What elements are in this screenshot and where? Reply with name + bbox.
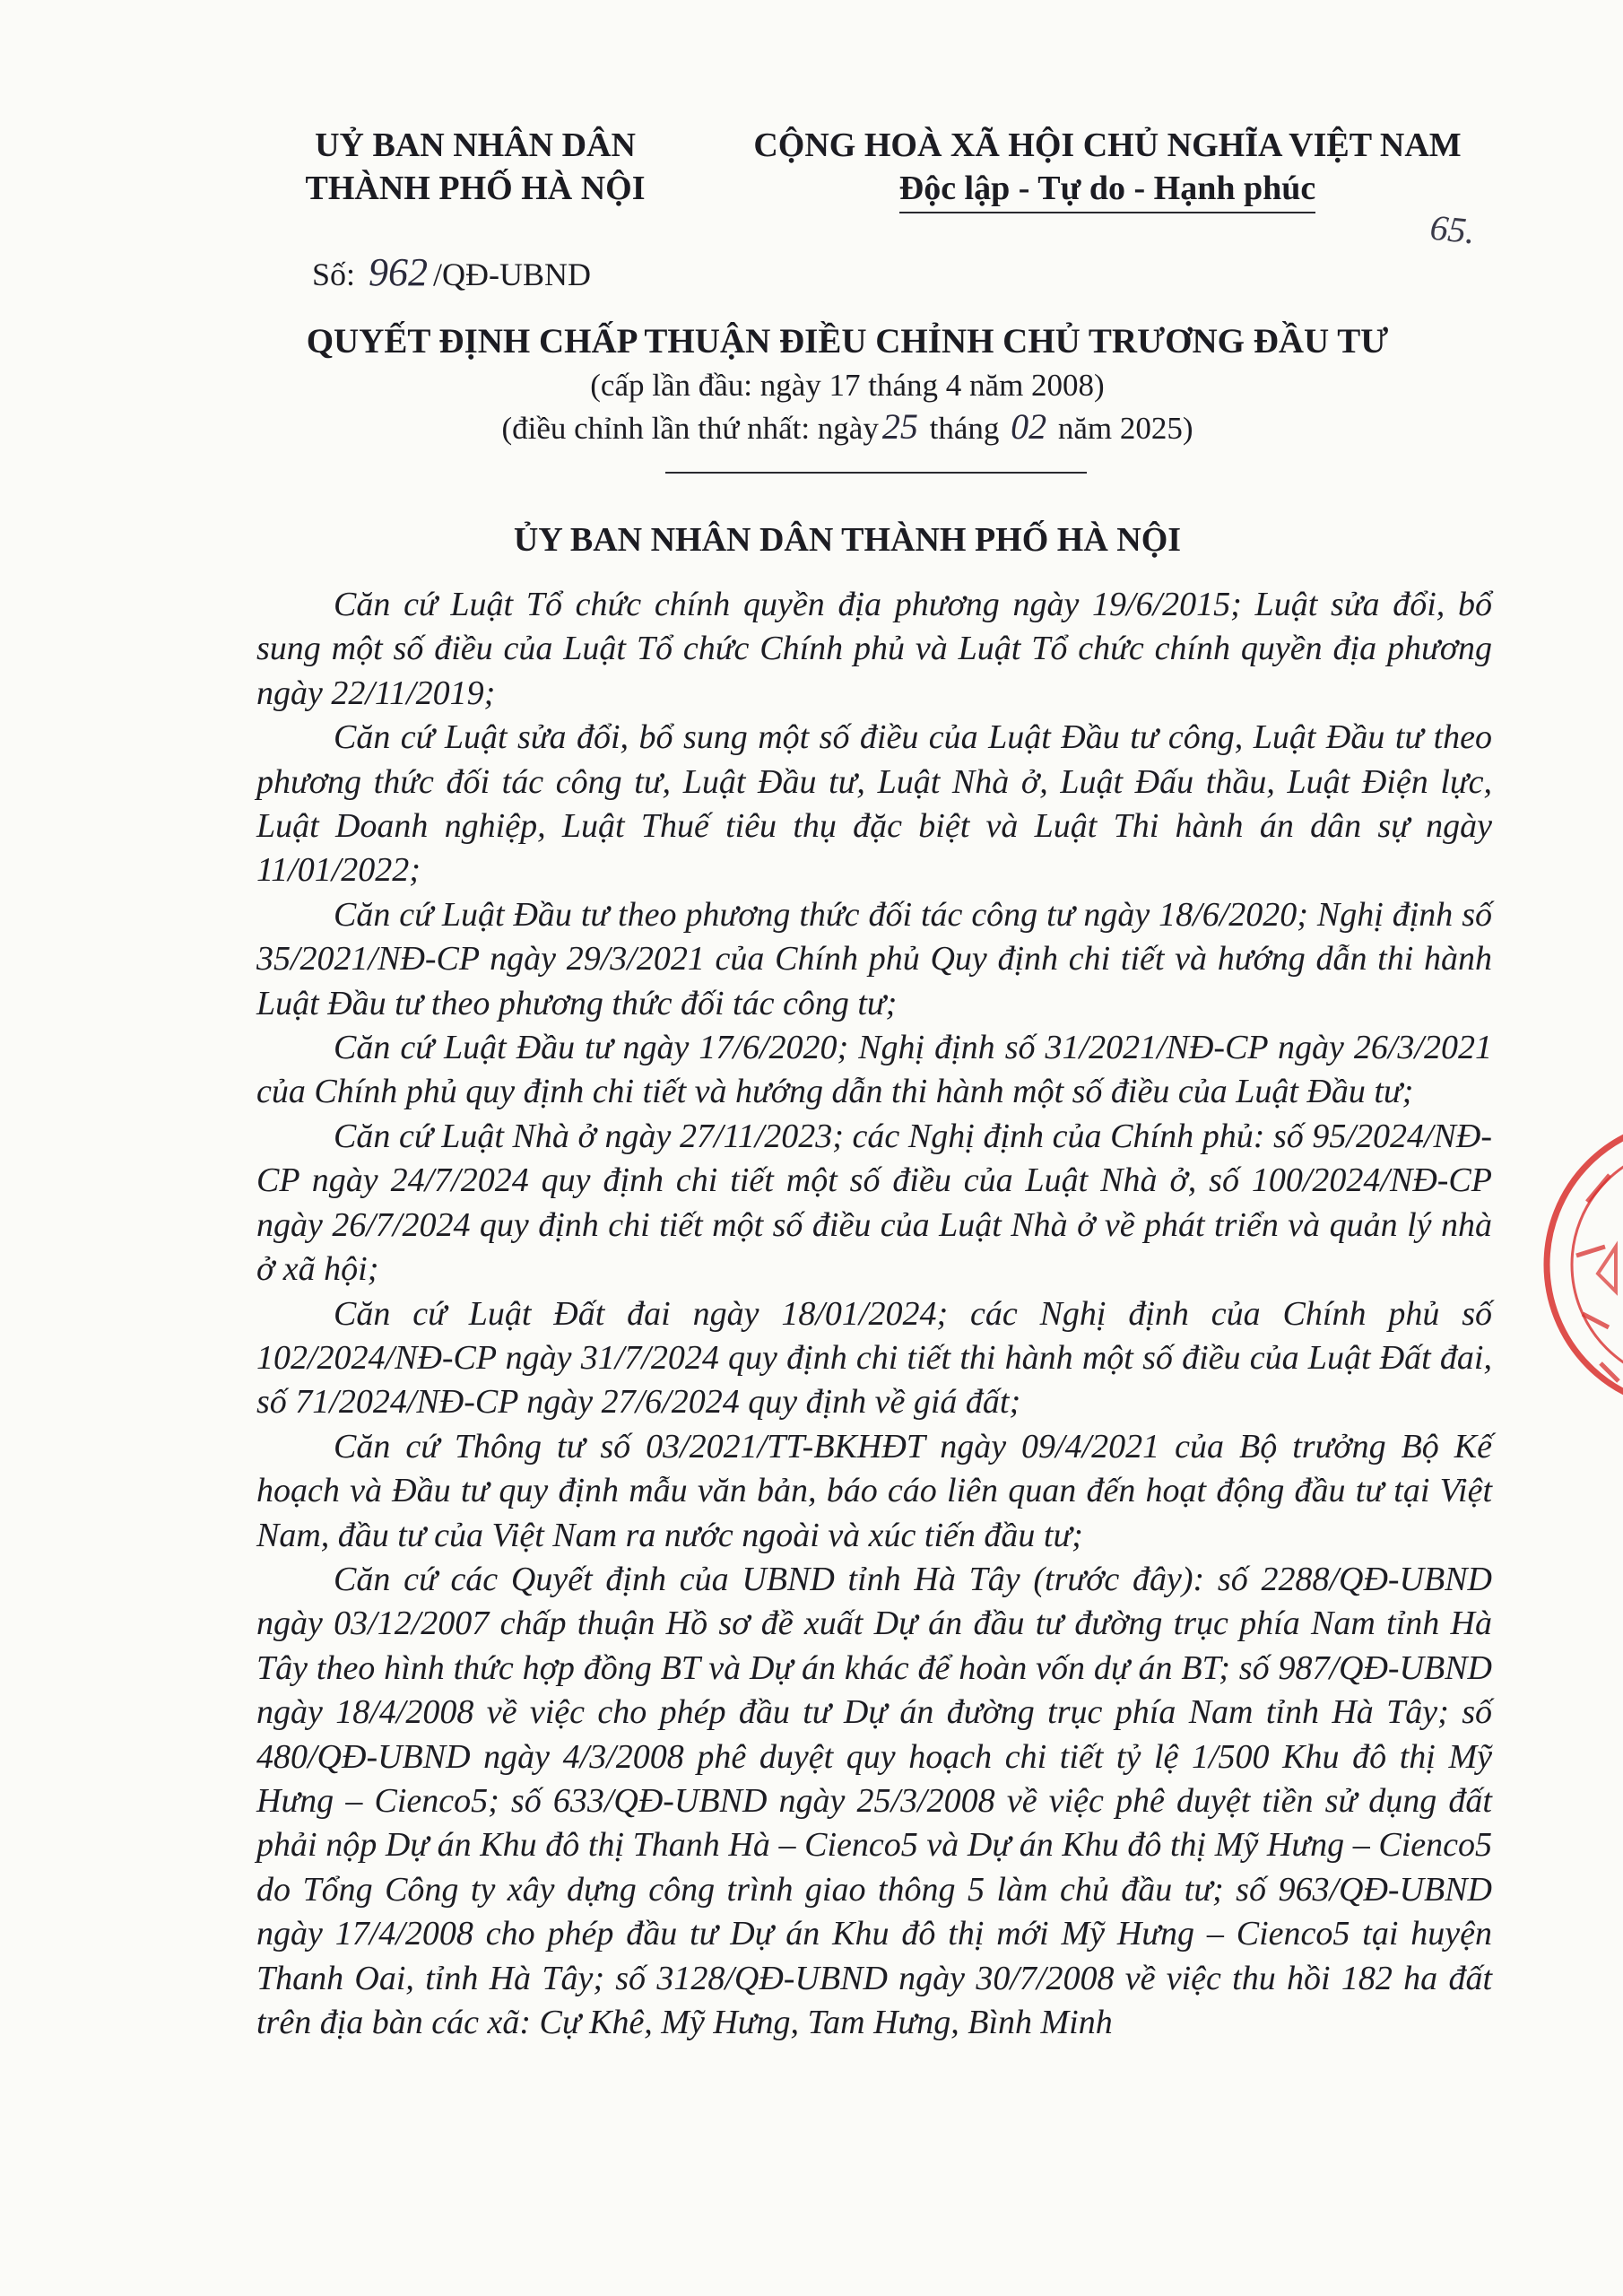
title-adjustment	[224, 406, 1471, 449]
country-name: CỘNG HOÀ XÃ HỘI CHỦ NGHĨA VIỆT NAM	[753, 126, 1462, 164]
adjust-month-handwritten: 02	[1011, 406, 1047, 447]
doc-number-suffix: /QĐ-UBND	[433, 257, 592, 292]
legal-basis-paragraph: Căn cứ các Quyết định của UBND tỉnh Hà Tây (trước đây): số 2288/QĐ-UBND ngày 03/12/2007 chấp thuận Hồ sơ đề xuất Dự án đầu tư đường trục phía Nam tỉnh Hà Tây theo hình thức hợp đồng BT và Dự án khác để hoàn vốn dự án BT; số 987/QĐ-UBND ngày 18/4/2008 về việc cho phép đầu tư Dự án đường trục phía Nam tỉnh Hà Tây; số 480/QĐ-UBND ngày 4/3/2008 phê duyệt quy hoạch chi tiết tỷ lệ 1/500 Khu đô thị Mỹ Hưng – Cienco5; số 633/QĐ-UBND ngày 25/3/2008 về việc phê duyệt tiền sử dụng đất phải nộp Dự án Khu đô thị Thanh Hà – Cienco5 và Dự án Khu đô thị Mỹ Hưng – Cienco5 do Tổng Công ty xây dựng công trình giao thông 5 làm chủ đầu tư; số 963/QĐ-UBND ngày 17/4/2008 cho phép đầu tư Dự án Khu đô thị mới Mỹ Hưng – Cienco5 tại huyện Thanh Oai, tỉnh Hà Tây; số 3128/QĐ-UBND ngày 30/7/2008 về việc thu hồi 182 ha đất trên địa bàn các xã: Cự Khê, Mỹ Hưng, Tam Hưng, Bình Minh	[256, 1560, 1492, 2041]
document-body	[256, 583, 1492, 2045]
legal-basis-paragraph: Căn cứ Luật Nhà ở ngày 27/11/2023; các Nghị định của Chính phủ: số 95/2024/NĐ-CP ngày 24/7/2024 quy định chi tiết một số điều của Luật Nhà ở, số 100/2024/NĐ-CP ngày 26/7/2024 quy định chi tiết một số điều của Luật Nhà ở về phát triển và quản lý nhà ở xã hội;	[256, 1117, 1492, 1289]
agency-line-2: THÀNH PHỐ HÀ NỘI	[305, 170, 646, 207]
legal-basis-paragraph: Căn cứ Thông tư số 03/2021/TT-BKHĐT ngày 09/4/2021 của Bộ trưởng Bộ Kế hoạch và Đầu tư quy định mẫu văn bản, báo cáo liên quan đến hoạt động đầu tư tại Việt Nam, đầu tư của Việt Nam ra nước ngoài và xúc tiến đầu tư;	[256, 1427, 1492, 1554]
adjust-suffix: năm 2025)	[1057, 411, 1193, 446]
national-motto: Độc lập - Tự do - Hạnh phúc	[899, 167, 1316, 213]
adjust-day-handwritten: 25	[881, 406, 918, 447]
decision-title	[224, 318, 1471, 449]
authority-heading: ỦY BAN NHÂN DÂN THÀNH PHỐ HÀ NỘI	[513, 521, 1182, 559]
title-main: QUYẾT ĐỊNH CHẤP THUẬN ĐIỀU CHỈNH CHỦ TRƯƠNG ĐẦU TƯ	[306, 322, 1389, 361]
red-seal-stamp-fragment	[1533, 1112, 1623, 1417]
adjust-prefix: (điều chỉnh lần thứ nhất: ngày	[501, 411, 879, 446]
document-number	[312, 249, 591, 295]
doc-number-handwritten: 962	[369, 250, 429, 294]
issuing-agency	[269, 124, 681, 210]
adjust-month-label: tháng	[929, 411, 1000, 446]
legal-basis-paragraph: Căn cứ Luật sửa đổi, bổ sung một số điều của Luật Đầu tư công, Luật Đầu tư theo phương thức đối tác công tư, Luật Đầu tư, Luật Nhà ở, Luật Đấu thầu, Luật Điện lực, Luật Doanh nghiệp, Luật Thuế tiêu thụ đặc biệt và Luật Thi hành án dân sự ngày 11/01/2022;	[256, 718, 1492, 890]
legal-basis-paragraph: Căn cứ Luật Đầu tư theo phương thức đối tác công tư ngày 18/6/2020; Nghị định số 35/2021/NĐ-CP ngày 29/3/2021 của Chính phủ Quy định chi tiết và hướng dẫn thi hành Luật Đầu tư theo phương thức đối tác công tư;	[256, 895, 1492, 1022]
doc-number-prefix: Số:	[312, 257, 356, 292]
agency-line-1: UỶ BAN NHÂN DÂN	[315, 126, 636, 164]
title-first-issue: (cấp lần đầu: ngày 17 tháng 4 năm 2008)	[590, 368, 1105, 403]
legal-basis-paragraph: Căn cứ Luật Đầu tư ngày 17/6/2020; Nghị định số 31/2021/NĐ-CP ngày 26/3/2021 của Chính phủ quy định chi tiết và hướng dẫn thi hành một số điều của Luật Đầu tư;	[256, 1029, 1492, 1111]
legal-basis-paragraph: Căn cứ Luật Tổ chức chính quyền địa phương ngày 19/6/2015; Luật sửa đổi, bổ sung một số điều của Luật Tổ chức Chính phủ và Luật Tổ chức chính quyền địa phương ngày 22/11/2019;	[256, 586, 1492, 712]
national-motto-block	[722, 124, 1493, 213]
legal-basis-paragraph: Căn cứ Luật Đất đai ngày 18/01/2024; các Nghị định của Chính phủ số 102/2024/NĐ-CP ngày 31/7/2024 quy định chi tiết thi hành một số điều của Luật Đất đai, số 71/2024/NĐ-CP ngày 27/6/2024 quy định về giá đất;	[256, 1294, 1492, 1422]
handwritten-note: 65.	[1428, 206, 1478, 252]
title-underline	[665, 472, 1087, 474]
